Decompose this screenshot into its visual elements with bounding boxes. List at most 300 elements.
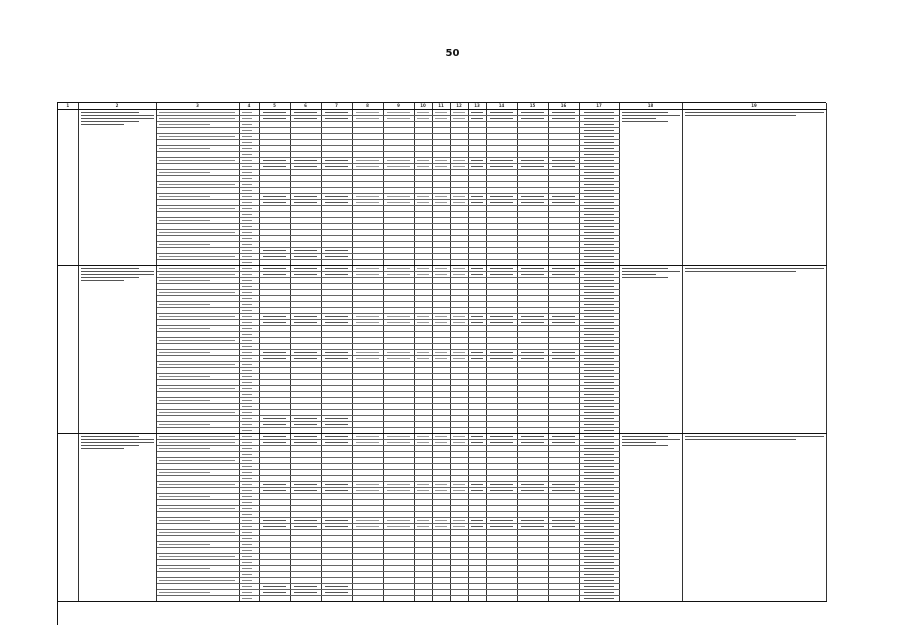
value-cell (432, 110, 450, 116)
value-cell (468, 356, 486, 362)
value-cell (321, 314, 352, 320)
value-cell (259, 314, 290, 320)
value-cell (517, 194, 548, 200)
value-cell (259, 320, 290, 326)
value-cell (486, 314, 517, 320)
value-cell (486, 158, 517, 164)
funding-source-cell (156, 134, 239, 140)
funding-source-cell (156, 482, 239, 488)
value-cell (432, 596, 450, 602)
value-cell (517, 482, 548, 488)
value-cell (290, 356, 321, 362)
value-cell (383, 266, 414, 272)
value-cell (383, 314, 414, 320)
unit-cell (239, 146, 259, 152)
funding-source-cell (156, 272, 239, 278)
value-cell (450, 200, 468, 206)
unit-cell (239, 446, 259, 452)
value-cell (468, 518, 486, 524)
funding-source-cell (156, 278, 239, 284)
unit-cell (239, 488, 259, 494)
value-cell (432, 158, 450, 164)
total-cell (579, 164, 619, 170)
value-cell (414, 524, 432, 530)
funding-source-cell (156, 242, 239, 248)
total-cell (579, 512, 619, 518)
value-cell (468, 200, 486, 206)
value-cell (548, 110, 579, 116)
unit-cell (239, 296, 259, 302)
unit-cell (239, 254, 259, 260)
value-cell (517, 314, 548, 320)
unit-cell (239, 524, 259, 530)
value-cell (383, 482, 414, 488)
funding-source-cell (156, 596, 239, 602)
unit-cell (239, 548, 259, 554)
total-cell (579, 308, 619, 314)
value-cell (259, 416, 290, 422)
unit-cell (239, 128, 259, 134)
total-cell (579, 116, 619, 122)
value-cell (259, 248, 290, 254)
value-cell (321, 194, 352, 200)
funding-source-cell (156, 158, 239, 164)
total-cell (579, 248, 619, 254)
value-cell (548, 356, 579, 362)
row-number-cell (58, 266, 78, 434)
value-cell (517, 350, 548, 356)
value-cell (352, 158, 383, 164)
total-cell (579, 434, 619, 440)
value-cell (468, 164, 486, 170)
illegible-text (79, 434, 156, 452)
value-cell (432, 482, 450, 488)
value-cell (290, 110, 321, 116)
value-cell (432, 440, 450, 446)
column-number: 18 (619, 103, 682, 110)
value-cell (517, 158, 548, 164)
value-cell (486, 200, 517, 206)
value-cell (321, 596, 352, 602)
value-cell (290, 482, 321, 488)
value-cell (468, 350, 486, 356)
unit-cell (239, 422, 259, 428)
value-cell (290, 440, 321, 446)
value-cell (259, 194, 290, 200)
unit-cell (239, 164, 259, 170)
unit-cell (239, 596, 259, 602)
illegible-text (620, 434, 682, 449)
value-cell (486, 320, 517, 326)
total-cell (579, 332, 619, 338)
funding-source-cell (156, 218, 239, 224)
value-cell (321, 356, 352, 362)
total-cell (579, 380, 619, 386)
value-cell (414, 482, 432, 488)
total-cell (579, 494, 619, 500)
value-cell (290, 194, 321, 200)
funding-source-cell (156, 386, 239, 392)
value-cell (468, 482, 486, 488)
value-cell (352, 116, 383, 122)
total-cell (579, 290, 619, 296)
value-cell (352, 596, 383, 602)
funding-source-cell (156, 290, 239, 296)
unit-cell (239, 368, 259, 374)
total-cell (579, 530, 619, 536)
value-cell (290, 200, 321, 206)
column-number: 14 (486, 103, 517, 110)
value-cell (517, 518, 548, 524)
total-cell (579, 548, 619, 554)
value-cell (290, 164, 321, 170)
funding-source-cell (156, 116, 239, 122)
total-cell (579, 206, 619, 212)
column-number: 11 (432, 103, 450, 110)
value-cell (486, 440, 517, 446)
value-cell (548, 596, 579, 602)
value-cell (259, 422, 290, 428)
value-cell (259, 254, 290, 260)
unit-cell (239, 284, 259, 290)
column-number: 2 (78, 103, 156, 110)
total-cell (579, 470, 619, 476)
unit-cell (239, 110, 259, 116)
value-cell (517, 524, 548, 530)
value-cell (259, 488, 290, 494)
value-cell (468, 524, 486, 530)
value-cell (290, 518, 321, 524)
total-cell (579, 416, 619, 422)
total-cell (579, 374, 619, 380)
column-number: 8 (352, 103, 383, 110)
value-cell (290, 116, 321, 122)
funding-source-cell (156, 434, 239, 440)
unit-cell (239, 344, 259, 350)
funding-source-cell (156, 446, 239, 452)
value-cell (352, 320, 383, 326)
value-cell (290, 434, 321, 440)
total-cell (579, 158, 619, 164)
unit-cell (239, 404, 259, 410)
column-number: 7 (321, 103, 352, 110)
funding-source-cell (156, 338, 239, 344)
value-cell (321, 416, 352, 422)
funding-source-cell (156, 374, 239, 380)
value-cell (414, 158, 432, 164)
value-cell (548, 200, 579, 206)
value-cell (414, 434, 432, 440)
unit-cell (239, 236, 259, 242)
value-cell (383, 518, 414, 524)
value-cell (517, 356, 548, 362)
value-cell (548, 434, 579, 440)
value-cell (352, 266, 383, 272)
value-cell (383, 116, 414, 122)
value-cell (259, 584, 290, 590)
value-cell (548, 314, 579, 320)
value-cell (290, 158, 321, 164)
value-cell (450, 116, 468, 122)
value-cell (486, 482, 517, 488)
value-cell (414, 356, 432, 362)
unit-cell (239, 224, 259, 230)
funding-source-cell (156, 194, 239, 200)
total-cell (579, 386, 619, 392)
total-cell (579, 554, 619, 560)
unit-cell (239, 440, 259, 446)
value-cell (259, 356, 290, 362)
value-cell (450, 164, 468, 170)
unit-cell (239, 494, 259, 500)
value-cell (414, 320, 432, 326)
value-cell (290, 272, 321, 278)
value-cell (450, 488, 468, 494)
value-cell (468, 158, 486, 164)
total-cell (579, 518, 619, 524)
value-cell (414, 110, 432, 116)
value-cell (352, 200, 383, 206)
value-cell (259, 596, 290, 602)
unit-cell (239, 476, 259, 482)
funding-source-cell (156, 458, 239, 464)
total-cell (579, 566, 619, 572)
page-number: 50 (445, 48, 460, 59)
value-cell (450, 272, 468, 278)
value-cell (352, 350, 383, 356)
value-cell (548, 350, 579, 356)
column-number: 17 (579, 103, 619, 110)
value-cell (468, 320, 486, 326)
total-cell (579, 326, 619, 332)
total-cell (579, 368, 619, 374)
total-cell (579, 458, 619, 464)
value-cell (450, 434, 468, 440)
value-cell (414, 266, 432, 272)
value-cell (383, 488, 414, 494)
unit-cell (239, 338, 259, 344)
funding-source-cell (156, 554, 239, 560)
value-cell (517, 320, 548, 326)
value-cell (290, 590, 321, 596)
value-cell (432, 272, 450, 278)
value-cell (290, 350, 321, 356)
value-cell (321, 350, 352, 356)
value-cell (432, 266, 450, 272)
value-cell (321, 164, 352, 170)
total-cell (579, 428, 619, 434)
illegible-text (683, 266, 826, 275)
funding-source-cell (156, 254, 239, 260)
funding-source-cell (156, 410, 239, 416)
value-cell (259, 200, 290, 206)
value-cell (468, 440, 486, 446)
value-cell (290, 266, 321, 272)
value-cell (414, 200, 432, 206)
value-cell (548, 266, 579, 272)
unit-cell (239, 332, 259, 338)
value-cell (414, 596, 432, 602)
row-number-cell (58, 434, 78, 602)
unit-cell (239, 188, 259, 194)
funding-source-cell (156, 170, 239, 176)
total-cell (579, 524, 619, 530)
total-cell (579, 410, 619, 416)
expected-result-cell (682, 110, 826, 266)
total-cell (579, 140, 619, 146)
value-cell (321, 116, 352, 122)
unit-cell (239, 350, 259, 356)
total-cell (579, 536, 619, 542)
value-cell (450, 320, 468, 326)
value-cell (259, 164, 290, 170)
value-cell (548, 518, 579, 524)
row-number-cell (58, 110, 78, 266)
total-cell (579, 488, 619, 494)
unit-cell (239, 500, 259, 506)
value-cell (450, 350, 468, 356)
value-cell (414, 518, 432, 524)
unit-cell (239, 464, 259, 470)
object-description-cell (78, 266, 156, 434)
value-cell (432, 116, 450, 122)
unit-cell (239, 134, 259, 140)
unit-cell (239, 392, 259, 398)
value-cell (259, 434, 290, 440)
total-cell (579, 320, 619, 326)
value-cell (352, 488, 383, 494)
value-cell (468, 266, 486, 272)
funding-source-cell (156, 440, 239, 446)
value-cell (486, 488, 517, 494)
illegible-text (79, 110, 156, 128)
value-cell (352, 518, 383, 524)
funding-source-cell (156, 302, 239, 308)
value-cell (414, 350, 432, 356)
value-cell (259, 518, 290, 524)
value-cell (486, 524, 517, 530)
total-cell (579, 356, 619, 362)
unit-cell (239, 212, 259, 218)
value-cell (321, 590, 352, 596)
value-cell (259, 272, 290, 278)
total-cell (579, 170, 619, 176)
column-number: 15 (517, 103, 548, 110)
financing-grid (58, 103, 827, 602)
illegible-text (683, 434, 826, 443)
total-cell (579, 350, 619, 356)
value-cell (517, 200, 548, 206)
total-cell (579, 302, 619, 308)
column-number: 3 (156, 103, 239, 110)
total-cell (579, 224, 619, 230)
total-cell (579, 188, 619, 194)
value-cell (352, 194, 383, 200)
unit-cell (239, 290, 259, 296)
value-cell (383, 350, 414, 356)
value-cell (432, 518, 450, 524)
funding-source-cell (156, 542, 239, 548)
unit-cell (239, 560, 259, 566)
value-cell (414, 440, 432, 446)
value-cell (450, 110, 468, 116)
funding-source-cell (156, 494, 239, 500)
value-cell (321, 248, 352, 254)
unit-cell (239, 518, 259, 524)
value-cell (352, 314, 383, 320)
illegible-text (620, 266, 682, 281)
funding-source-cell (156, 314, 239, 320)
value-cell (548, 488, 579, 494)
total-cell (579, 122, 619, 128)
unit-cell (239, 182, 259, 188)
total-cell (579, 572, 619, 578)
value-cell (414, 272, 432, 278)
unit-cell (239, 590, 259, 596)
unit-cell (239, 116, 259, 122)
value-cell (468, 110, 486, 116)
total-cell (579, 398, 619, 404)
total-cell (579, 314, 619, 320)
value-cell (321, 584, 352, 590)
value-cell (486, 164, 517, 170)
value-cell (414, 314, 432, 320)
column-number: 5 (259, 103, 290, 110)
total-cell (579, 128, 619, 134)
column-number: 10 (414, 103, 432, 110)
value-cell (450, 482, 468, 488)
object-description-cell (78, 110, 156, 266)
value-cell (450, 524, 468, 530)
value-cell (352, 434, 383, 440)
value-cell (383, 440, 414, 446)
value-cell (450, 314, 468, 320)
value-cell (486, 194, 517, 200)
value-cell (259, 110, 290, 116)
total-cell (579, 152, 619, 158)
value-cell (383, 164, 414, 170)
responsible-executor-cell (619, 434, 682, 602)
value-cell (352, 482, 383, 488)
value-cell (548, 164, 579, 170)
value-cell (383, 320, 414, 326)
column-number: 9 (383, 103, 414, 110)
unit-cell (239, 398, 259, 404)
value-cell (352, 440, 383, 446)
total-cell (579, 146, 619, 152)
value-cell (517, 116, 548, 122)
funding-source-cell (156, 146, 239, 152)
unit-cell (239, 386, 259, 392)
value-cell (383, 110, 414, 116)
value-cell (290, 422, 321, 428)
value-cell (486, 116, 517, 122)
column-number: 4 (239, 103, 259, 110)
total-cell (579, 194, 619, 200)
table-row (58, 266, 826, 272)
unit-cell (239, 380, 259, 386)
value-cell (259, 482, 290, 488)
illegible-text (683, 110, 826, 119)
value-cell (414, 194, 432, 200)
total-cell (579, 236, 619, 242)
column-number: 16 (548, 103, 579, 110)
unit-cell (239, 530, 259, 536)
funding-source-cell (156, 230, 239, 236)
unit-cell (239, 542, 259, 548)
total-cell (579, 230, 619, 236)
value-cell (352, 356, 383, 362)
